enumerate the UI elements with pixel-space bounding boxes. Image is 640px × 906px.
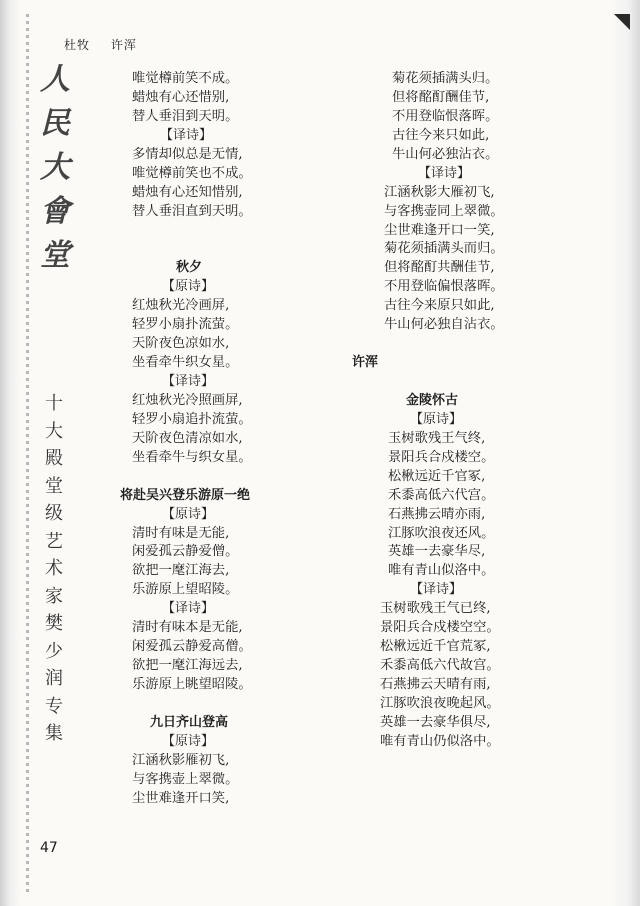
section-tag: 【原诗】 <box>162 506 215 522</box>
poem-line: 英雄一去豪华俱尽, <box>380 714 491 730</box>
header-author-right: 许浑 <box>110 38 137 52</box>
page-number: 47 <box>40 840 58 856</box>
blank-line <box>120 240 252 259</box>
poem-line: 菊花须插满头而归。 <box>384 241 504 257</box>
blank-line <box>120 222 252 241</box>
brand-char: 人 <box>40 62 70 97</box>
poem-line: 轻罗小扇扑流萤。 <box>132 317 239 333</box>
author-heading: 许浑 <box>352 355 379 371</box>
poem-line: 禾黍高低六代宫。 <box>388 487 495 503</box>
poem-line: 红烛秋光冷照画屏, <box>132 392 243 408</box>
blank-line <box>352 373 504 392</box>
poem-line: 不用登临偏恨落晖。 <box>384 279 504 295</box>
running-header <box>64 36 153 53</box>
series-char: 级 <box>45 503 63 524</box>
poem-line: 天阶夜色凉如水, <box>132 336 230 352</box>
text-column-left <box>120 70 252 809</box>
poem-line: 坐看牵牛与织女星。 <box>132 449 252 465</box>
poem-line: 江涵秋影雁初飞, <box>132 752 230 768</box>
section-tag: 【原诗】 <box>162 279 215 295</box>
poem-line: 多情却似总是无情, <box>132 146 243 162</box>
poem-title: 秋夕 <box>176 260 203 276</box>
poem-line: 清时有味本是无能, <box>132 620 243 636</box>
brand-char: 民 <box>40 106 70 141</box>
series-char: 樊 <box>45 613 63 634</box>
poem-line: 唯有青山仍似洛中。 <box>380 733 500 749</box>
poem-line: 欲把一麾江海远去, <box>132 658 243 674</box>
series-char: 专 <box>45 695 63 717</box>
poem-line: 牛山何必独自沾衣。 <box>384 317 504 333</box>
poem-line: 替人垂泪直到天明。 <box>132 203 252 219</box>
series-char: 殿 <box>45 448 63 469</box>
section-tag: 【译诗】 <box>160 127 213 143</box>
series-char: 十 <box>45 393 63 414</box>
poem-line: 尘世难逢开口一笑, <box>384 222 495 238</box>
poem-line: 不用登临恨落晖。 <box>392 108 499 124</box>
poem-line: 蜡烛有心还惜别, <box>132 89 230 105</box>
series-char: 集 <box>45 723 63 744</box>
poem-line: 石燕拂云晴亦雨, <box>388 506 486 522</box>
poem-line: 与客携壶同上翠微。 <box>384 203 504 219</box>
poem-line: 唯觉樽前笑不成。 <box>132 71 239 86</box>
poem-line: 但将酩酊酬佳节, <box>392 89 490 105</box>
section-tag: 【译诗】 <box>162 374 215 389</box>
brand-char: 會 <box>40 194 70 229</box>
poem-line: 坐看牵牛织女星。 <box>132 355 239 371</box>
poem-line: 乐游原上望昭陵。 <box>132 582 239 598</box>
poem-line: 尘世难逢开口笑, <box>132 790 230 806</box>
poem-line: 闲爱孤云静爱僧。 <box>132 544 239 560</box>
section-tag: 【译诗】 <box>162 601 215 617</box>
poem-line: 乐游原上眺望昭陵。 <box>132 677 252 692</box>
poem-line: 替人垂泪到天明。 <box>132 108 239 124</box>
page-left-edge <box>0 0 22 906</box>
poem-line: 景阳兵合戍楼空空。 <box>380 620 500 636</box>
poem-line: 松楸远近千官冢, <box>388 468 486 484</box>
section-tag: 【译诗】 <box>410 582 463 598</box>
page-right-edge <box>610 0 640 906</box>
brand-char: 堂 <box>40 238 70 273</box>
poem-line: 古往今来原只如此, <box>384 298 495 314</box>
series-char: 少 <box>45 640 63 662</box>
brand-char: 大 <box>40 150 70 185</box>
corner-fold-icon <box>612 12 632 32</box>
series-char: 家 <box>45 585 63 607</box>
poem-line: 清时有味是无能, <box>132 525 230 541</box>
poem-line: 唯觉樽前笑也不成。 <box>132 165 252 181</box>
section-tag: 【译诗】 <box>418 165 471 181</box>
poem-line: 石燕拂云天晴有雨, <box>380 677 491 692</box>
poem-line: 江豚吹浪夜还风。 <box>388 525 495 541</box>
poem-line: 欲把一麾江海去, <box>132 563 230 579</box>
binding-stitch <box>26 14 29 894</box>
section-tag: 【原诗】 <box>162 733 215 749</box>
poem-line: 玉树歌残王气已终, <box>380 601 491 617</box>
text-column-right <box>352 70 504 752</box>
blank-line <box>352 335 504 354</box>
poem-line: 唯有青山似洛中。 <box>388 563 495 579</box>
poem-line: 闲爱孤云静爱高僧。 <box>132 639 252 655</box>
poem-line: 江涵秋影大雁初飞, <box>384 184 495 200</box>
series-char: 润 <box>45 668 63 689</box>
poem-line: 但将酩酊共酬佳节, <box>384 260 495 276</box>
poem-title: 将赴吴兴登乐游原一绝 <box>120 487 251 503</box>
poem-line: 与客携壶上翠微。 <box>132 771 239 787</box>
blank-line <box>120 468 252 487</box>
poem-line: 松楸远近千官荒冢, <box>380 639 491 655</box>
poem-line: 牛山何必独沾衣。 <box>392 146 499 162</box>
series-char: 堂 <box>45 475 63 497</box>
poem-title: 九日齐山登高 <box>150 714 229 730</box>
blank-line <box>120 695 252 714</box>
poem-line: 红烛秋光冷画屏, <box>132 298 230 314</box>
brand-calligraphy <box>36 58 74 278</box>
poem-line: 菊花须插满头归。 <box>392 71 499 86</box>
series-char: 大 <box>45 420 63 442</box>
poem-title: 金陵怀古 <box>406 392 459 408</box>
series-char: 艺 <box>45 530 63 552</box>
poem-line: 禾黍高低六代故宫。 <box>380 658 500 674</box>
poem-line: 英雄一去豪华尽, <box>388 544 486 560</box>
section-tag: 【原诗】 <box>410 411 463 427</box>
poem-line: 江豚吹浪夜晚起风。 <box>380 695 500 711</box>
poem-line: 古往今来只如此, <box>392 127 490 143</box>
series-title-vertical <box>40 390 68 748</box>
header-author-left: 杜牧 <box>64 38 91 52</box>
poem-line: 景阳兵合戍楼空。 <box>388 449 495 465</box>
poem-line: 蜡烛有心还知惜别, <box>132 184 243 200</box>
series-char: 术 <box>45 558 63 579</box>
poem-line: 天阶夜色清凉如水, <box>132 430 243 446</box>
poem-line: 轻罗小扇追扑流萤。 <box>132 411 252 427</box>
poem-line: 玉树歌残王气终, <box>388 430 486 446</box>
